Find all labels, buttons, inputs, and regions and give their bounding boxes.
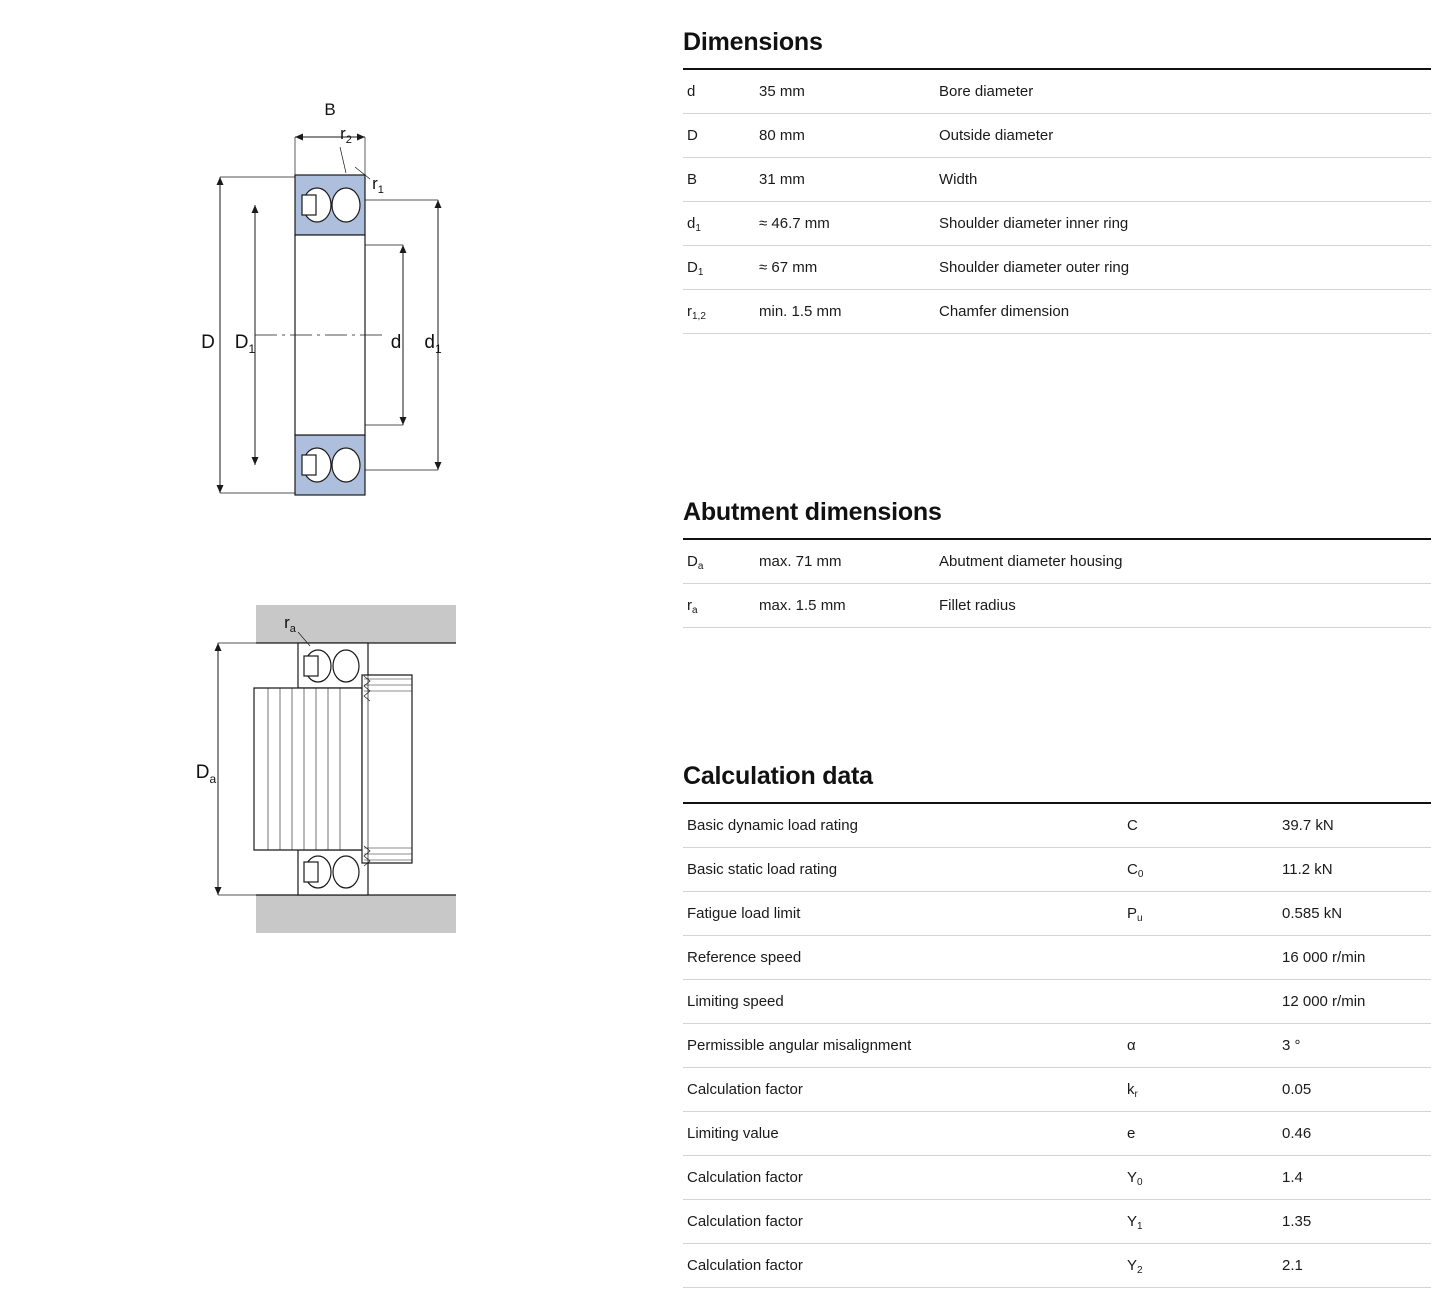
abutment-symbol xyxy=(683,539,755,584)
abut-roller-bottom-right xyxy=(333,856,359,888)
symbol-subscript: 1 xyxy=(697,267,704,278)
table-row xyxy=(683,539,1431,584)
symbol-text: Y xyxy=(1127,1169,1138,1186)
symbol-text: C xyxy=(1127,861,1138,878)
table-row xyxy=(683,69,1431,114)
calc-symbol xyxy=(1123,892,1278,936)
calc-symbol xyxy=(1123,848,1278,892)
dimension-description: Width xyxy=(935,158,1431,202)
label-r2: $r_2$ xyxy=(340,124,352,146)
table-row xyxy=(683,1200,1431,1244)
data-column xyxy=(680,0,1432,1312)
roller-bottom-right xyxy=(332,448,360,482)
table-row xyxy=(683,1156,1431,1200)
symbol-text: r xyxy=(687,597,692,614)
symbol-subscript: 1 xyxy=(695,223,701,234)
dimension-description: Outside diameter xyxy=(935,114,1431,158)
label-ra: $r_a$ xyxy=(284,613,296,635)
calc-value: 0.46 xyxy=(1278,1112,1431,1156)
calc-description: Calculation factor xyxy=(683,1200,1123,1244)
dimension-symbol xyxy=(683,69,755,114)
calc-value: 12 000 r/min xyxy=(1278,980,1431,1024)
calc-description: Reference speed xyxy=(683,936,1123,980)
abutment-svg xyxy=(150,580,510,1000)
calc-symbol xyxy=(1123,1200,1278,1244)
calc-symbol xyxy=(1123,1024,1278,1068)
symbol-subscript: a xyxy=(692,605,698,616)
abutment-description: Fillet radius xyxy=(935,584,1431,628)
roller-top-left-body xyxy=(302,195,316,215)
table-row xyxy=(683,936,1431,980)
symbol-text: k xyxy=(1127,1081,1135,1098)
table-row xyxy=(683,202,1431,246)
table-row xyxy=(683,980,1431,1024)
symbol-text: D xyxy=(687,127,698,144)
table-row xyxy=(683,1068,1431,1112)
dimension-symbol xyxy=(683,114,755,158)
calc-description: Calculation factor xyxy=(683,1156,1123,1200)
abutment-value: max. 71 mm xyxy=(755,539,935,584)
dimension-value: 31 mm xyxy=(755,158,935,202)
calc-symbol xyxy=(1123,980,1278,1024)
calculation-section-title: Calculation data xyxy=(683,762,873,790)
symbol-text: D xyxy=(687,259,698,276)
label-B: B xyxy=(324,100,336,119)
calc-symbol xyxy=(1123,1112,1278,1156)
calc-symbol xyxy=(1123,936,1278,980)
table-row xyxy=(683,1024,1431,1068)
calc-value: 1.35 xyxy=(1278,1200,1431,1244)
abutment-symbol xyxy=(683,584,755,628)
symbol-text: D xyxy=(687,553,698,570)
dimension-description: Bore diameter xyxy=(935,69,1431,114)
table-row xyxy=(683,158,1431,202)
label-r1: $r_1$ xyxy=(372,174,384,196)
label-d1: $d_1$ xyxy=(424,332,442,356)
label-Da: $D_a$ xyxy=(195,762,217,786)
abut-roller-top-right xyxy=(333,650,359,682)
calc-value: 2.1 xyxy=(1278,1244,1431,1288)
calc-symbol xyxy=(1123,803,1278,848)
symbol-text: Y xyxy=(1127,1213,1138,1230)
calc-symbol xyxy=(1123,1244,1278,1288)
calc-description: Limiting value xyxy=(683,1112,1123,1156)
calc-description: Basic static load rating xyxy=(683,848,1123,892)
table-row xyxy=(683,584,1431,628)
calc-symbol xyxy=(1123,1156,1278,1200)
symbol-text: d xyxy=(687,83,696,100)
lock-nut xyxy=(362,675,412,863)
symbol-text: B xyxy=(687,171,698,188)
symbol-subscript: 2 xyxy=(1137,1265,1143,1276)
abutment-table xyxy=(683,538,1431,628)
dimension-value: ≈ 46.7 mm xyxy=(755,202,935,246)
housing-bottom xyxy=(256,895,456,933)
dimension-description: Shoulder diameter inner ring xyxy=(935,202,1431,246)
dimension-symbol xyxy=(683,290,755,334)
label-D: D xyxy=(201,332,215,353)
abutment-description: Abutment diameter housing xyxy=(935,539,1431,584)
calc-value: 0.05 xyxy=(1278,1068,1431,1112)
symbol-text: P xyxy=(1127,905,1138,922)
abutment-value: max. 1.5 mm xyxy=(755,584,935,628)
symbol-subscript: 0 xyxy=(1137,869,1144,880)
dimension-value: min. 1.5 mm xyxy=(755,290,935,334)
table-row xyxy=(683,1244,1431,1288)
symbol-text: Y xyxy=(1127,1257,1138,1274)
table-row xyxy=(683,290,1431,334)
calc-value: 11.2 kN xyxy=(1278,848,1431,892)
calc-value: 1.4 xyxy=(1278,1156,1431,1200)
symbol-subscript: 0 xyxy=(1137,1177,1143,1188)
calc-symbol xyxy=(1123,1068,1278,1112)
calc-description: Fatigue load limit xyxy=(683,892,1123,936)
abutment-section-title: Abutment dimensions xyxy=(683,498,942,526)
roller-top-right xyxy=(332,188,360,222)
symbol-text: d xyxy=(687,215,696,232)
dimension-value: 80 mm xyxy=(755,114,935,158)
symbol-subscript: a xyxy=(697,561,704,572)
symbol-subscript: 1 xyxy=(1137,1221,1143,1232)
calc-description: Basic dynamic load rating xyxy=(683,803,1123,848)
table-row xyxy=(683,803,1431,848)
table-row xyxy=(683,114,1431,158)
calc-value: 0.585 kN xyxy=(1278,892,1431,936)
dimension-symbol xyxy=(683,158,755,202)
calc-value: 3 ° xyxy=(1278,1024,1431,1068)
drawings-column xyxy=(0,0,660,1312)
table-row xyxy=(683,246,1431,290)
dimension-value: ≈ 67 mm xyxy=(755,246,935,290)
symbol-subscript: r xyxy=(1134,1089,1138,1100)
symbol-subscript: 1,2 xyxy=(692,311,706,322)
table-row xyxy=(683,848,1431,892)
calculation-table xyxy=(683,802,1431,1288)
calc-description: Limiting speed xyxy=(683,980,1123,1024)
symbol-text: r xyxy=(687,303,692,320)
shaft-body xyxy=(254,688,362,850)
calc-value: 16 000 r/min xyxy=(1278,936,1431,980)
calc-description: Calculation factor xyxy=(683,1244,1123,1288)
abutment-drawing xyxy=(150,580,510,1005)
calc-description: Calculation factor xyxy=(683,1068,1123,1112)
label-d: d xyxy=(390,332,402,353)
bearing-cross-section-drawing xyxy=(150,95,510,520)
calc-value: 39.7 kN xyxy=(1278,803,1431,848)
symbol-text: C xyxy=(1127,817,1138,834)
dimensions-table xyxy=(683,68,1431,334)
symbol-text: α xyxy=(1127,1037,1136,1054)
table-row xyxy=(683,1112,1431,1156)
symbol-text: e xyxy=(1127,1125,1136,1142)
table-row xyxy=(683,892,1431,936)
dimensions-section-title: Dimensions xyxy=(683,28,823,56)
symbol-subscript: u xyxy=(1137,913,1143,924)
dimension-symbol xyxy=(683,246,755,290)
label-D1: $D_1$ xyxy=(234,332,256,356)
dimension-description: Chamfer dimension xyxy=(935,290,1431,334)
dimension-description: Shoulder diameter outer ring xyxy=(935,246,1431,290)
dimension-value: 35 mm xyxy=(755,69,935,114)
dimension-symbol xyxy=(683,202,755,246)
roller-bottom-left-body xyxy=(302,455,316,475)
cross-section-svg xyxy=(150,95,510,515)
calc-description: Permissible angular misalignment xyxy=(683,1024,1123,1068)
